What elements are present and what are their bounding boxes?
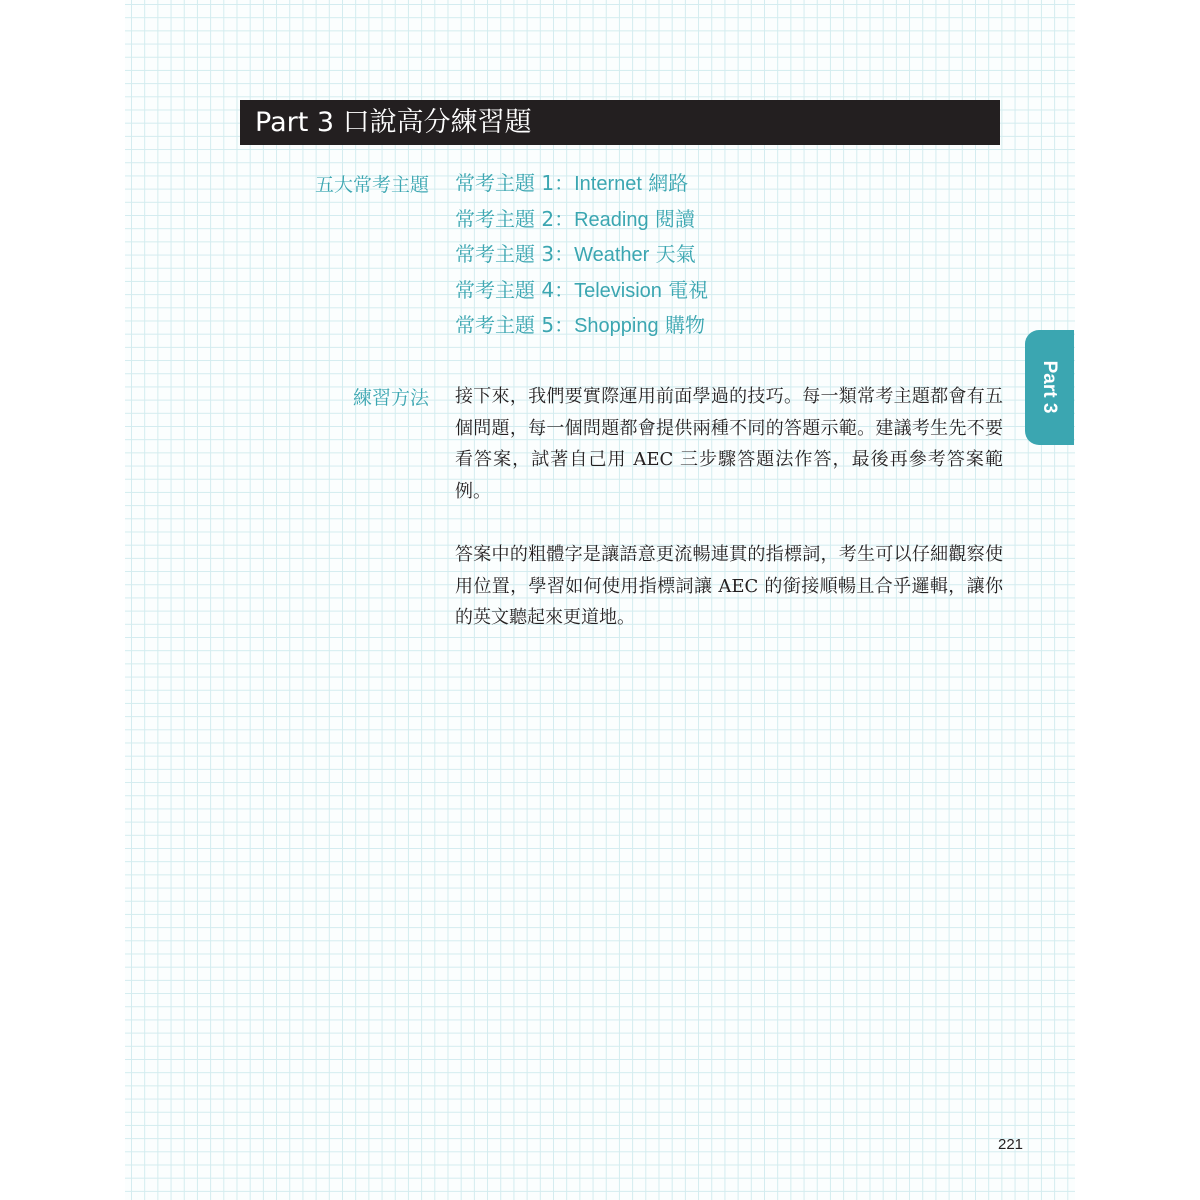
topic-item-2 bbox=[455, 202, 708, 238]
topic-item-4 bbox=[455, 273, 708, 309]
topic-english: Television bbox=[574, 279, 662, 302]
topic-english: Weather bbox=[574, 244, 650, 267]
topic-chinese: 閱讀 bbox=[648, 206, 695, 231]
topic-prefix: 常考主題 5： bbox=[455, 313, 575, 338]
method-paragraph-1: 接下來，我們要實際運用前面學過的技巧。每一類常考主題都會有五個問題，每一個問題都會提供兩種不同的答題示範。建議考生先不要看答案，試著自己用 AEC 三步驟答題法作答，最後再參考答案範例。 bbox=[455, 386, 1003, 503]
topic-prefix: 常考主題 2： bbox=[455, 206, 575, 231]
topic-english: Shopping bbox=[574, 315, 659, 338]
topic-item-1 bbox=[455, 166, 708, 202]
topic-chinese: 網路 bbox=[641, 171, 689, 195]
method-section-label: 練習方法 bbox=[352, 387, 429, 409]
page-number: 221 bbox=[998, 1136, 1024, 1153]
topic-chinese: 天氣 bbox=[649, 242, 696, 267]
topic-english: Reading bbox=[574, 208, 649, 231]
topic-item-3 bbox=[455, 237, 708, 273]
topic-item-5 bbox=[455, 308, 708, 344]
topics-section-label: 五大常考主題 bbox=[314, 174, 429, 196]
topic-prefix: 常考主題 4： bbox=[455, 277, 575, 302]
topic-chinese: 購物 bbox=[658, 313, 705, 338]
topics-list bbox=[455, 166, 708, 344]
topic-english: Internet bbox=[574, 173, 642, 195]
method-paragraph-2: 答案中的粗體字是讓語意更流暢連貫的指標詞，考生可以仔細觀察使用位置，學習如何使用指標詞讓 AEC 的銜接順暢且合乎邏輯，讓你的英文聽起來更道地。 bbox=[455, 544, 1003, 629]
topic-prefix: 常考主題 3： bbox=[455, 242, 575, 267]
side-tab-label: Part 3 bbox=[1039, 360, 1060, 414]
part-side-tab bbox=[1025, 330, 1074, 445]
topic-prefix: 常考主題 1： bbox=[455, 171, 575, 195]
page-title: Part 3 口說高分練習題 bbox=[240, 100, 1000, 145]
topic-chinese: 電視 bbox=[661, 277, 709, 302]
